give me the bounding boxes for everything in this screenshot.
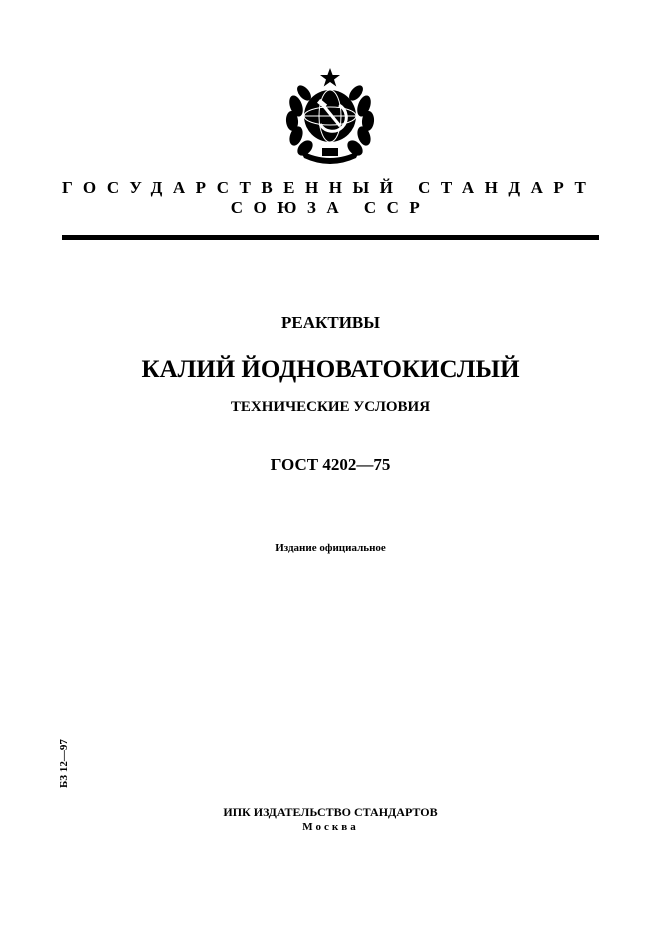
header-state-standard: ГОСУДАРСТВЕННЫЙ СТАНДАРТ	[62, 178, 597, 197]
standard-number: ГОСТ 4202—75	[270, 455, 391, 474]
divider	[62, 235, 599, 240]
edition-note: Издание официальное	[275, 542, 386, 554]
header-ussr: СОЮЗА ССР	[230, 198, 431, 217]
publisher-city: Москва	[302, 821, 359, 833]
side-code: БЗ 12—97	[58, 739, 70, 788]
document-category: РЕАКТИВЫ	[281, 313, 380, 332]
ussr-state-emblem-icon	[282, 66, 378, 164]
publisher: ИПК ИЗДАТЕЛЬСТВО СТАНДАРТОВ	[223, 805, 438, 819]
document-title: КАЛИЙ ЙОДНОВАТОКИСЛЫЙ	[141, 356, 520, 383]
document-subtitle: ТЕХНИЧЕСКИЕ УСЛОВИЯ	[230, 399, 431, 415]
